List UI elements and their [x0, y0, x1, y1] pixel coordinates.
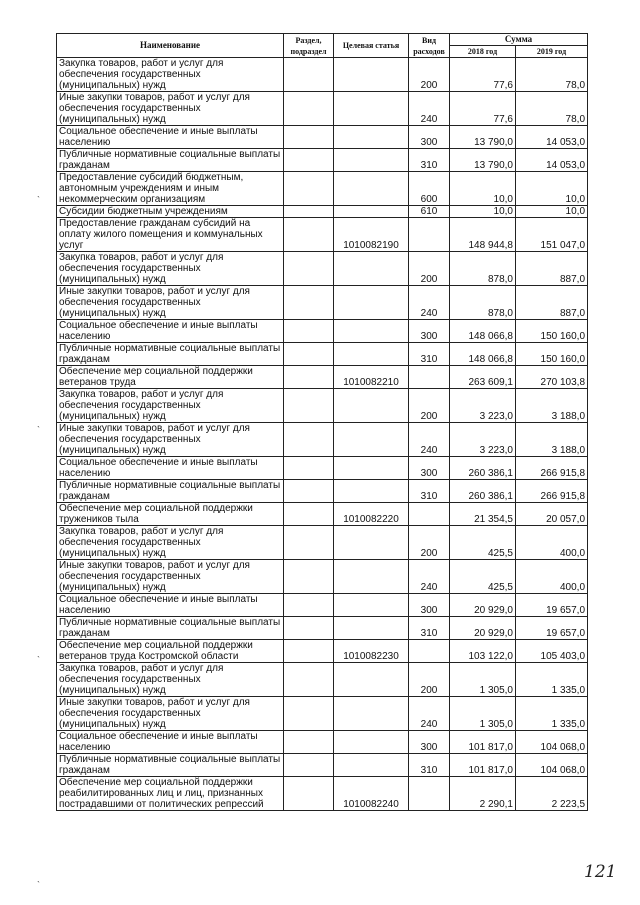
cell-v2018: 260 386,1 [450, 457, 516, 480]
margin-mark: ` [37, 880, 40, 890]
cell-v2018: 101 817,0 [450, 731, 516, 754]
cell-v2019: 3 188,0 [516, 423, 588, 457]
cell-code [334, 526, 409, 560]
cell-v2019: 266 915,8 [516, 480, 588, 503]
cell-kind: 300 [409, 731, 450, 754]
cell-code [334, 754, 409, 777]
cell-kind: 240 [409, 697, 450, 731]
cell-section [284, 640, 334, 663]
table-row [57, 560, 588, 594]
cell-code [334, 252, 409, 286]
cell-v2018: 878,0 [450, 286, 516, 320]
table-row [57, 366, 588, 389]
cell-v2018: 101 817,0 [450, 754, 516, 777]
cell-v2018: 77,6 [450, 92, 516, 126]
cell-name: Публичные нормативные социальные выплаты гражданам [57, 754, 284, 777]
cell-kind: 240 [409, 92, 450, 126]
cell-section [284, 206, 334, 218]
table-row [57, 172, 588, 206]
cell-kind: 310 [409, 480, 450, 503]
cell-name: Закупка товаров, работ и услуг для обеспечения государственных (муниципальных) нужд [57, 526, 284, 560]
cell-v2018: 1 305,0 [450, 697, 516, 731]
table-row [57, 731, 588, 754]
cell-code [334, 697, 409, 731]
cell-kind: 240 [409, 286, 450, 320]
cell-code [334, 560, 409, 594]
cell-name: Публичные нормативные социальные выплаты гражданам [57, 343, 284, 366]
table-row [57, 92, 588, 126]
cell-section [284, 366, 334, 389]
cell-name: Закупка товаров, работ и услуг для обеспечения государственных (муниципальных) нужд [57, 58, 284, 92]
cell-code [334, 594, 409, 617]
table-row [57, 252, 588, 286]
cell-v2018: 10,0 [450, 172, 516, 206]
cell-v2019: 14 053,0 [516, 126, 588, 149]
cell-v2018: 148 066,8 [450, 320, 516, 343]
cell-section [284, 663, 334, 697]
cell-code: 1010082210 [334, 366, 409, 389]
table-row [57, 697, 588, 731]
cell-kind [409, 640, 450, 663]
table-row [57, 126, 588, 149]
cell-v2018: 263 609,1 [450, 366, 516, 389]
cell-code: 1010082220 [334, 503, 409, 526]
cell-name: Обеспечение мер социальной поддержки реабилитированных лиц и лиц, признанных пострадавшими от политических репрессий [57, 777, 284, 811]
cell-section [284, 594, 334, 617]
cell-v2019: 104 068,0 [516, 731, 588, 754]
cell-v2018: 878,0 [450, 252, 516, 286]
header-2018: 2018 год [450, 46, 516, 58]
cell-name: Публичные нормативные социальные выплаты гражданам [57, 617, 284, 640]
cell-v2019: 151 047,0 [516, 218, 588, 252]
cell-kind [409, 366, 450, 389]
cell-name: Закупка товаров, работ и услуг для обеспечения государственных (муниципальных) нужд [57, 252, 284, 286]
cell-section [284, 526, 334, 560]
cell-name: Социальное обеспечение и иные выплаты населению [57, 320, 284, 343]
budget-table [56, 33, 588, 811]
cell-name: Иные закупки товаров, работ и услуг для обеспечения государственных (муниципальных) нужд [57, 423, 284, 457]
table-row [57, 343, 588, 366]
cell-code [334, 320, 409, 343]
cell-name: Иные закупки товаров, работ и услуг для обеспечения государственных (муниципальных) нужд [57, 92, 284, 126]
cell-code [334, 126, 409, 149]
cell-v2019: 10,0 [516, 172, 588, 206]
cell-v2018: 103 122,0 [450, 640, 516, 663]
cell-name: Обеспечение мер социальной поддержки тружеников тыла [57, 503, 284, 526]
cell-v2018: 425,5 [450, 526, 516, 560]
cell-v2019: 887,0 [516, 286, 588, 320]
cell-section [284, 149, 334, 172]
table-row [57, 286, 588, 320]
cell-kind [409, 218, 450, 252]
header-kind: Вид расходов [409, 34, 450, 58]
cell-code [334, 423, 409, 457]
cell-v2018: 148 066,8 [450, 343, 516, 366]
header-target: Целевая статья [334, 34, 409, 58]
cell-v2018: 20 929,0 [450, 594, 516, 617]
margin-mark: ` [37, 195, 40, 205]
cell-kind: 610 [409, 206, 450, 218]
header-name: Наименование [57, 34, 284, 58]
cell-name: Публичные нормативные социальные выплаты гражданам [57, 149, 284, 172]
cell-v2019: 10,0 [516, 206, 588, 218]
cell-kind: 300 [409, 457, 450, 480]
cell-name: Предоставление гражданам субсидий на оплату жилого помещения и коммунальных услуг [57, 218, 284, 252]
cell-section [284, 754, 334, 777]
cell-kind: 200 [409, 389, 450, 423]
cell-name: Иные закупки товаров, работ и услуг для обеспечения государственных (муниципальных) нужд [57, 560, 284, 594]
cell-v2019: 270 103,8 [516, 366, 588, 389]
table-row [57, 617, 588, 640]
cell-name: Закупка товаров, работ и услуг для обеспечения государственных (муниципальных) нужд [57, 663, 284, 697]
cell-v2018: 20 929,0 [450, 617, 516, 640]
cell-code [334, 457, 409, 480]
cell-code: 1010082240 [334, 777, 409, 811]
cell-name: Иные закупки товаров, работ и услуг для обеспечения государственных (муниципальных) нужд [57, 697, 284, 731]
cell-code [334, 343, 409, 366]
cell-v2018: 260 386,1 [450, 480, 516, 503]
cell-kind: 310 [409, 149, 450, 172]
cell-section [284, 389, 334, 423]
cell-v2019: 104 068,0 [516, 754, 588, 777]
cell-kind: 300 [409, 320, 450, 343]
table-row [57, 640, 588, 663]
cell-v2019: 19 657,0 [516, 617, 588, 640]
cell-code [334, 731, 409, 754]
table-row [57, 663, 588, 697]
cell-v2018: 21 354,5 [450, 503, 516, 526]
cell-name: Обеспечение мер социальной поддержки ветеранов труда Костромской области [57, 640, 284, 663]
cell-section [284, 92, 334, 126]
cell-v2018: 1 305,0 [450, 663, 516, 697]
cell-code [334, 286, 409, 320]
cell-section [284, 343, 334, 366]
cell-code [334, 617, 409, 640]
header-section: Раздел, подраздел [284, 34, 334, 58]
cell-v2018: 3 223,0 [450, 423, 516, 457]
table-row [57, 503, 588, 526]
cell-section [284, 423, 334, 457]
cell-code [334, 172, 409, 206]
table-row [57, 457, 588, 480]
cell-v2019: 78,0 [516, 92, 588, 126]
cell-kind [409, 777, 450, 811]
cell-v2019: 150 160,0 [516, 320, 588, 343]
cell-kind: 310 [409, 343, 450, 366]
cell-section [284, 172, 334, 206]
table-row [57, 480, 588, 503]
cell-v2019: 14 053,0 [516, 149, 588, 172]
cell-kind [409, 503, 450, 526]
cell-v2018: 13 790,0 [450, 126, 516, 149]
header-2019: 2019 год [516, 46, 588, 58]
cell-section [284, 503, 334, 526]
cell-kind: 200 [409, 663, 450, 697]
cell-kind: 200 [409, 526, 450, 560]
cell-kind: 600 [409, 172, 450, 206]
cell-kind: 310 [409, 754, 450, 777]
margin-mark: ` [37, 425, 40, 435]
cell-kind: 240 [409, 423, 450, 457]
cell-code: 1010082190 [334, 218, 409, 252]
cell-name: Социальное обеспечение и иные выплаты населению [57, 457, 284, 480]
cell-v2019: 400,0 [516, 526, 588, 560]
cell-section [284, 320, 334, 343]
cell-name: Социальное обеспечение и иные выплаты населению [57, 594, 284, 617]
cell-section [284, 457, 334, 480]
cell-v2019: 2 223,5 [516, 777, 588, 811]
table-body [57, 58, 588, 811]
cell-kind: 300 [409, 594, 450, 617]
cell-section [284, 617, 334, 640]
cell-v2018: 77,6 [450, 58, 516, 92]
cell-v2019: 3 188,0 [516, 389, 588, 423]
cell-v2018: 148 944,8 [450, 218, 516, 252]
cell-kind: 200 [409, 252, 450, 286]
cell-name: Публичные нормативные социальные выплаты гражданам [57, 480, 284, 503]
cell-code: 1010082230 [334, 640, 409, 663]
cell-kind: 200 [409, 58, 450, 92]
header-sum: Сумма [450, 34, 588, 46]
table-row [57, 526, 588, 560]
cell-section [284, 126, 334, 149]
cell-v2018: 10,0 [450, 206, 516, 218]
cell-section [284, 560, 334, 594]
cell-v2019: 150 160,0 [516, 343, 588, 366]
cell-v2018: 2 290,1 [450, 777, 516, 811]
table-row [57, 754, 588, 777]
cell-section [284, 286, 334, 320]
cell-kind: 240 [409, 560, 450, 594]
table-row [57, 218, 588, 252]
cell-v2019: 78,0 [516, 58, 588, 92]
table-row [57, 58, 588, 92]
table-row [57, 320, 588, 343]
cell-kind: 300 [409, 126, 450, 149]
cell-v2019: 400,0 [516, 560, 588, 594]
table-row [57, 389, 588, 423]
cell-v2018: 425,5 [450, 560, 516, 594]
cell-code [334, 149, 409, 172]
cell-name: Социальное обеспечение и иные выплаты населению [57, 731, 284, 754]
cell-name: Предоставление субсидий бюджетным, автономным учреждениям и иным некоммерческим организациям [57, 172, 284, 206]
cell-name: Иные закупки товаров, работ и услуг для обеспечения государственных (муниципальных) нужд [57, 286, 284, 320]
cell-section [284, 697, 334, 731]
table-row [57, 206, 588, 218]
cell-code [334, 58, 409, 92]
cell-section [284, 480, 334, 503]
cell-section [284, 777, 334, 811]
cell-section [284, 252, 334, 286]
cell-v2019: 887,0 [516, 252, 588, 286]
cell-name: Субсидии бюджетным учреждениям [57, 206, 284, 218]
cell-section [284, 218, 334, 252]
cell-v2019: 266 915,8 [516, 457, 588, 480]
cell-name: Закупка товаров, работ и услуг для обеспечения государственных (муниципальных) нужд [57, 389, 284, 423]
table-row [57, 777, 588, 811]
cell-v2019: 1 335,0 [516, 697, 588, 731]
table-row [57, 149, 588, 172]
table-row [57, 594, 588, 617]
cell-v2019: 20 057,0 [516, 503, 588, 526]
cell-section [284, 731, 334, 754]
cell-kind: 310 [409, 617, 450, 640]
cell-name: Социальное обеспечение и иные выплаты населению [57, 126, 284, 149]
table-row [57, 423, 588, 457]
cell-code [334, 389, 409, 423]
cell-code [334, 663, 409, 697]
cell-code [334, 92, 409, 126]
table-header [57, 34, 588, 58]
cell-section [284, 58, 334, 92]
cell-name: Обеспечение мер социальной поддержки ветеранов труда [57, 366, 284, 389]
cell-v2019: 1 335,0 [516, 663, 588, 697]
cell-v2019: 19 657,0 [516, 594, 588, 617]
margin-mark: ` [37, 655, 40, 665]
cell-code [334, 206, 409, 218]
cell-code [334, 480, 409, 503]
cell-v2018: 3 223,0 [450, 389, 516, 423]
page-number: 121 [584, 862, 617, 882]
cell-v2018: 13 790,0 [450, 149, 516, 172]
cell-v2019: 105 403,0 [516, 640, 588, 663]
